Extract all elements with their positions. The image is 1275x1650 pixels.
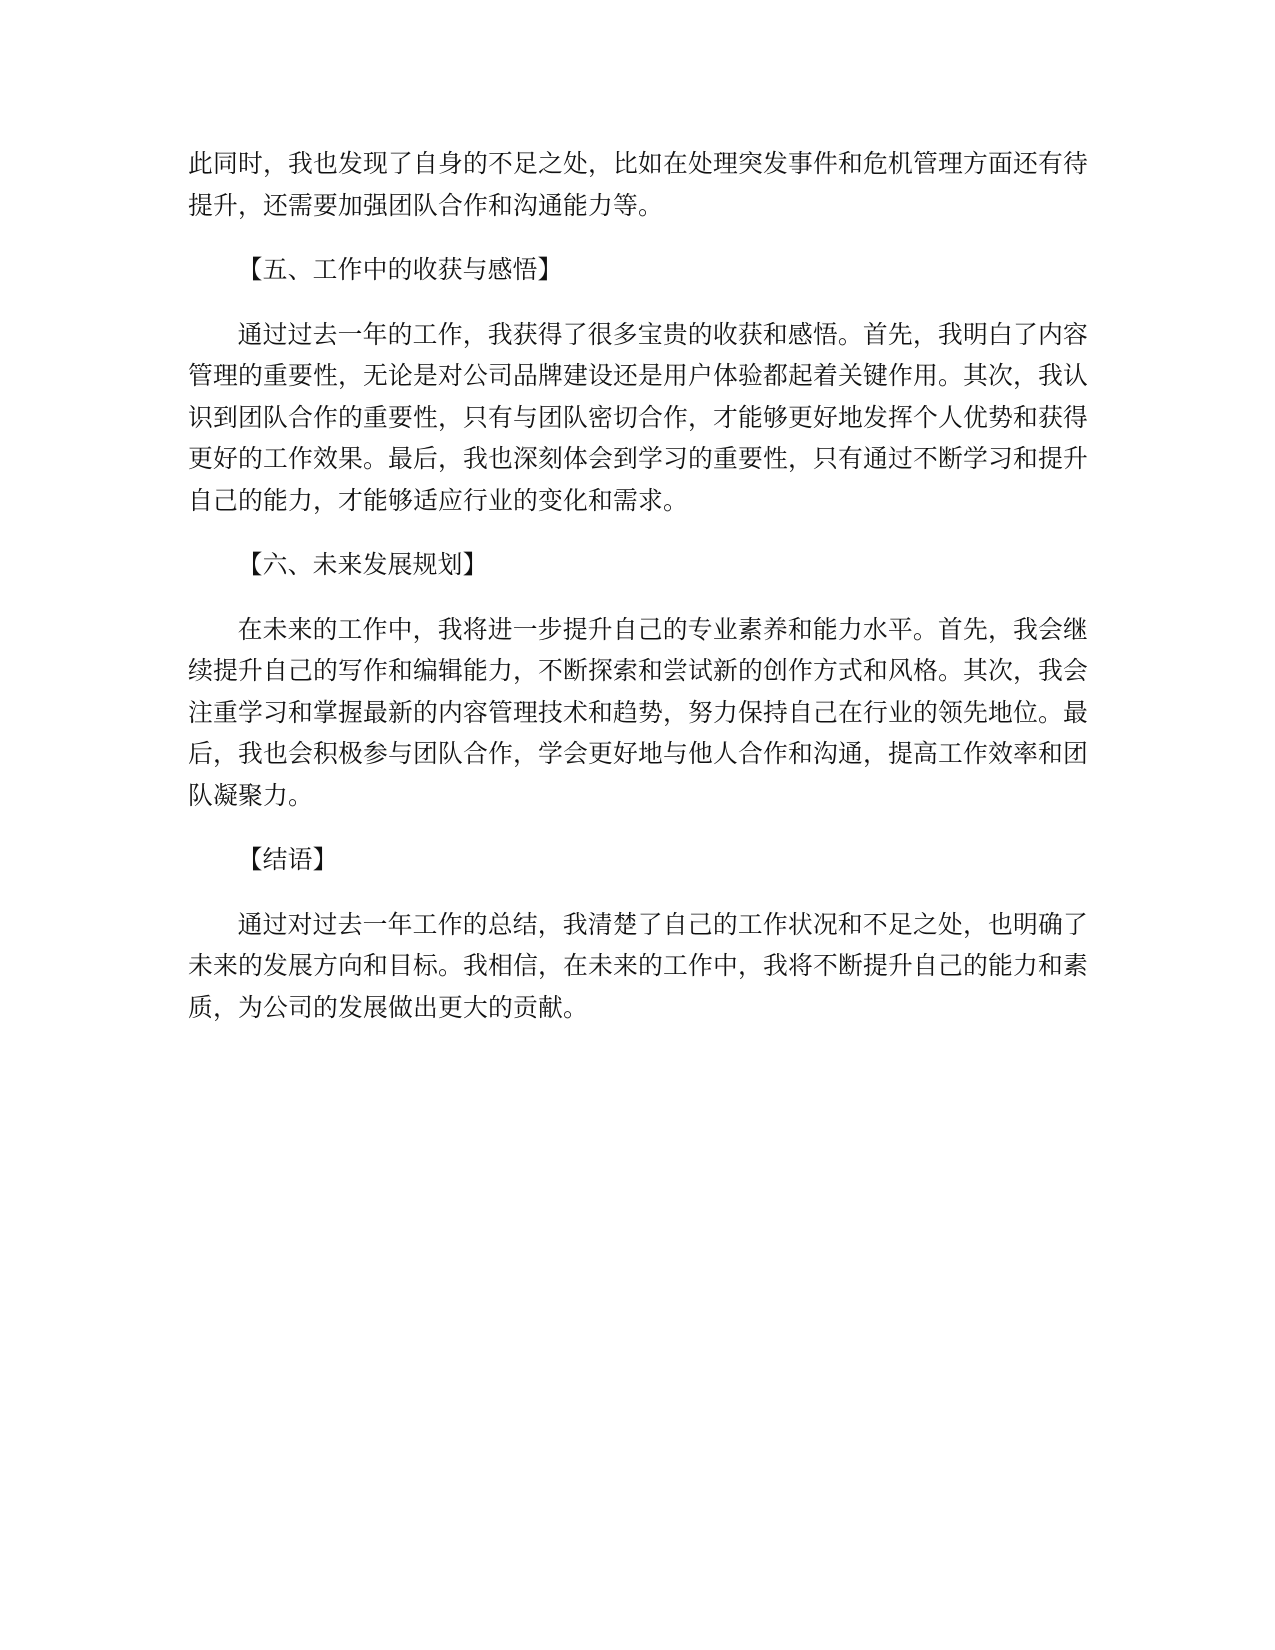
paragraph-future: 在未来的工作中，我将进一步提升自己的专业素养和能力水平。首先，我会继续提升自己的写作和编辑能力，不断探索和尝试新的创作方式和风格。其次，我会注重学习和掌握最新的内容管理技术和趋势，努力保持自己在行业的领先地位。最后，我也会积极参与团队合作，学会更好地与他人合作和沟通，提高工作效率和团队凝聚力。: [188, 614, 1088, 810]
section-heading-future: 【六、未来发展规划】: [237, 550, 488, 579]
paragraph-gains: 通过过去一年的工作，我获得了很多宝贵的收获和感悟。首先，我明白了内容管理的重要性，无论是对公司品牌建设还是用户体验都起着关键作用。其次，我认识到团队合作的重要性，只有与团队密切合作，才能够更好地发挥个人优势和获得更好的工作效果。最后，我也深刻体会到学习的重要性，只有通过不断学习和提升自己的能力，才能够适应行业的变化和需求。: [188, 319, 1088, 515]
paragraph-continuation: 此同时，我也发现了自身的不足之处，比如在处理突发事件和危机管理方面还有待提升，还需要加强团队合作和沟通能力等。: [188, 149, 1088, 220]
section-heading-gains: 【五、工作中的收获与感悟】: [237, 255, 563, 284]
paragraph-conclusion: 通过对过去一年工作的总结，我清楚了自己的工作状况和不足之处，也明确了未来的发展方向和目标。我相信，在未来的工作中，我将不断提升自己的能力和素质，为公司的发展做出更大的贡献。: [188, 909, 1088, 1022]
document-body: [188, 143, 1088, 1028]
section-heading-conclusion: 【结语】: [237, 845, 338, 874]
